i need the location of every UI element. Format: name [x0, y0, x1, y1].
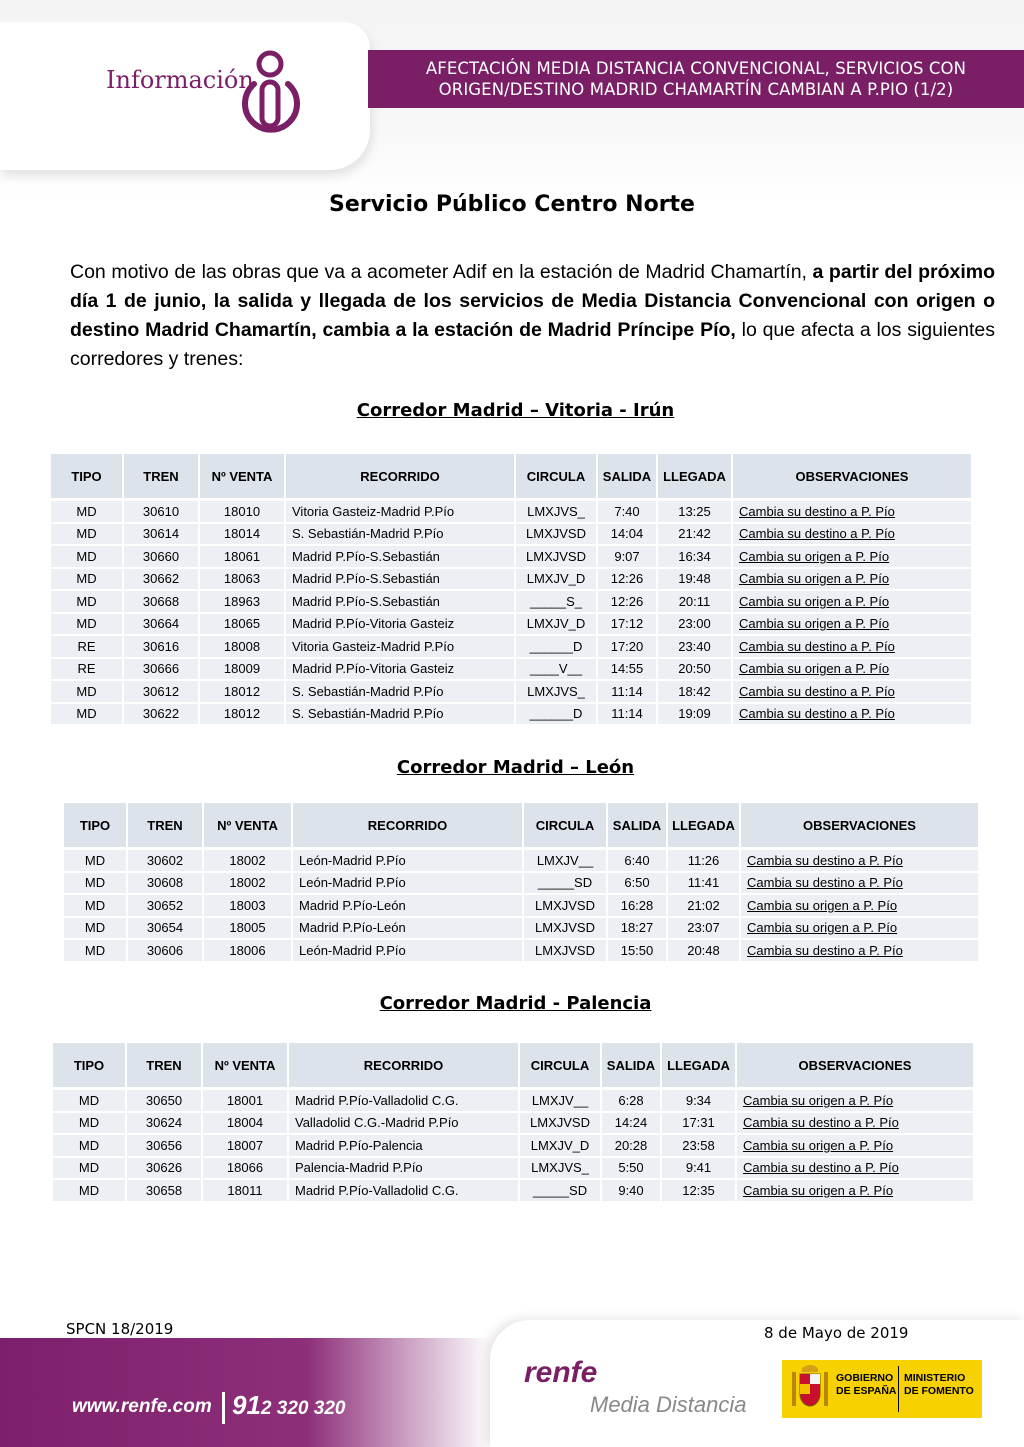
cell-circula: LMXJVS_: [515, 500, 597, 523]
cell-tipo: MD: [53, 1134, 126, 1157]
cell-llegada: 23:07: [667, 917, 740, 940]
cell-circula: LMXJV_D: [515, 568, 597, 591]
gobierno-separator: [898, 1366, 899, 1412]
info-label: Información: [106, 66, 254, 94]
cell-tren: 30624: [126, 1112, 202, 1135]
cell-venta: 18061: [199, 545, 285, 568]
cell-circula: _____SD: [519, 1179, 601, 1201]
col-venta: Nº VENTA: [199, 454, 285, 500]
cell-salida: 5:50: [601, 1157, 661, 1180]
cell-tren: 30650: [126, 1089, 202, 1112]
cell-venta: 18014: [199, 523, 285, 546]
cell-tren: 30608: [127, 872, 203, 895]
cell-llegada: 19:09: [657, 703, 732, 725]
cell-circula: LMXJVSD: [523, 917, 607, 940]
cell-recorrido: Palencia-Madrid P.Pío: [288, 1157, 519, 1180]
cell-recorrido: S. Sebastián-Madrid P.Pío: [285, 523, 515, 546]
table-row: [51, 680, 971, 703]
cell-recorrido: Madrid P.Pío-S.Sebastián: [285, 590, 515, 613]
table-header-row: [64, 803, 978, 849]
coat-of-arms-icon: [790, 1364, 830, 1414]
cell-tren: 30664: [123, 613, 199, 636]
corridor-title-palencia: Corredor Madrid - Palencia: [379, 993, 652, 1014]
cell-venta: 18065: [199, 613, 285, 636]
cell-tipo: MD: [53, 1157, 126, 1180]
cell-llegada: 13:25: [657, 500, 732, 523]
table-header-row: [53, 1043, 973, 1089]
table-row: [51, 703, 971, 725]
cell-venta: 18963: [199, 590, 285, 613]
cell-recorrido: Madrid P.Pío-León: [292, 894, 523, 917]
col-salida: SALIDA: [597, 454, 657, 500]
cell-venta: 18003: [203, 894, 292, 917]
intro-text-bold: a partir del próximo día 1 de junio, la salida y llegada de los servicios de Media Distancia Convencional con origen o destino Madrid Chamartín, cambia a la estación de Madrid Príncipe Pío,: [70, 261, 995, 341]
table-row: [51, 545, 971, 568]
col-tipo: TIPO: [51, 454, 123, 500]
cell-recorrido: Vitoria Gasteiz-Madrid P.Pío: [285, 635, 515, 658]
table-palencia: [53, 1043, 973, 1201]
cell-observaciones: Cambia su origen a P. Pío: [732, 545, 971, 568]
cell-circula: _____SD: [523, 872, 607, 895]
cell-circula: LMXJV_D: [515, 613, 597, 636]
cell-observaciones: Cambia su origen a P. Pío: [732, 613, 971, 636]
cell-venta: 18001: [202, 1089, 288, 1112]
corridor-title-vitoria-irun: Corredor Madrid – Vitoria - Irún: [356, 400, 675, 421]
cell-venta: 18010: [199, 500, 285, 523]
cell-tren: 30622: [123, 703, 199, 725]
table-header-row: [51, 454, 971, 500]
footer-separator: [222, 1392, 225, 1424]
cell-recorrido: León-Madrid P.Pío: [292, 872, 523, 895]
cell-recorrido: Madrid P.Pío-León: [292, 917, 523, 940]
cell-venta: 18012: [199, 703, 285, 725]
col-salida: SALIDA: [607, 803, 667, 849]
cell-venta: 18011: [202, 1179, 288, 1201]
cell-venta: 18009: [199, 658, 285, 681]
table-row: [64, 894, 978, 917]
cell-llegada: 23:58: [661, 1134, 736, 1157]
cell-tipo: RE: [51, 658, 123, 681]
cell-llegada: 16:34: [657, 545, 732, 568]
cell-venta: 18008: [199, 635, 285, 658]
table-leon: [64, 803, 978, 961]
cell-llegada: 21:02: [667, 894, 740, 917]
cell-circula: LMXJVSD: [523, 939, 607, 961]
cell-observaciones: Cambia su destino a P. Pío: [732, 523, 971, 546]
cell-salida: 11:14: [597, 703, 657, 725]
gobierno-espana-label: [836, 1372, 896, 1398]
cell-llegada: 11:26: [667, 849, 740, 872]
cell-observaciones: Cambia su destino a P. Pío: [732, 500, 971, 523]
cell-llegada: 17:31: [661, 1112, 736, 1135]
cell-recorrido: Valladolid C.G.-Madrid P.Pío: [288, 1112, 519, 1135]
table-row: [53, 1157, 973, 1180]
cell-salida: 9:40: [601, 1179, 661, 1201]
info-person-icon: [232, 50, 310, 136]
table-row: [51, 523, 971, 546]
col-llegada: LLEGADA: [657, 454, 732, 500]
cell-observaciones: Cambia su destino a P. Pío: [740, 939, 978, 961]
page-title: Servicio Público Centro Norte: [329, 192, 695, 217]
cell-tipo: MD: [64, 939, 127, 961]
cell-salida: 12:26: [597, 568, 657, 591]
cell-observaciones: Cambia su destino a P. Pío: [736, 1157, 973, 1180]
document-date: 8 de Mayo de 2019: [764, 1324, 909, 1342]
cell-observaciones: Cambia su origen a P. Pío: [732, 590, 971, 613]
cell-salida: 11:14: [597, 680, 657, 703]
header-title-line2: ORIGEN/DESTINO MADRID CHAMARTÍN CAMBIAN A P.PIO (1/2): [438, 80, 954, 99]
cell-circula: LMXJVSD: [519, 1112, 601, 1135]
cell-tren: 30656: [126, 1134, 202, 1157]
cell-tipo: MD: [64, 872, 127, 895]
col-tren: TREN: [127, 803, 203, 849]
cell-salida: 16:28: [607, 894, 667, 917]
cell-observaciones: Cambia su destino a P. Pío: [740, 849, 978, 872]
phone-rest: 2 320 320: [260, 1398, 346, 1419]
intro-text-start: Con motivo de las obras que va a acometer Adif en la estación de Madrid Chamartín,: [70, 261, 813, 283]
cell-llegada: 21:42: [657, 523, 732, 546]
col-observaciones: OBSERVACIONES: [736, 1043, 973, 1089]
col-tipo: TIPO: [64, 803, 127, 849]
cell-llegada: 20:48: [667, 939, 740, 961]
col-circula: CIRCULA: [523, 803, 607, 849]
cell-tipo: MD: [51, 680, 123, 703]
cell-recorrido: Madrid P.Pío-Valladolid C.G.: [288, 1089, 519, 1112]
col-tipo: TIPO: [53, 1043, 126, 1089]
cell-observaciones: Cambia su destino a P. Pío: [740, 872, 978, 895]
cell-circula: LMXJVS_: [515, 680, 597, 703]
col-tren: TREN: [126, 1043, 202, 1089]
header-logo-card: [0, 22, 370, 170]
cell-recorrido: Vitoria Gasteiz-Madrid P.Pío: [285, 500, 515, 523]
cell-tipo: MD: [51, 523, 123, 546]
cell-salida: 20:28: [601, 1134, 661, 1157]
col-recorrido: RECORRIDO: [285, 454, 515, 500]
cell-llegada: 9:34: [661, 1089, 736, 1112]
intro-paragraph: [70, 258, 995, 374]
corridor-title-leon: Corredor Madrid – León: [396, 757, 635, 778]
table-row: [51, 658, 971, 681]
cell-tren: 30610: [123, 500, 199, 523]
cell-circula: LMXJVSD: [515, 523, 597, 546]
cell-tipo: MD: [51, 613, 123, 636]
ministerio-line1: MINISTERIO: [904, 1372, 966, 1384]
cell-observaciones: Cambia su origen a P. Pío: [732, 568, 971, 591]
table-row: [51, 500, 971, 523]
cell-circula: LMXJV__: [523, 849, 607, 872]
table-row: [51, 590, 971, 613]
cell-observaciones: Cambia su origen a P. Pío: [736, 1179, 973, 1201]
cell-recorrido: León-Madrid P.Pío: [292, 849, 523, 872]
cell-observaciones: Cambia su origen a P. Pío: [736, 1089, 973, 1112]
cell-llegada: 11:41: [667, 872, 740, 895]
cell-circula: LMXJVSD: [515, 545, 597, 568]
gobierno-line2: DE ESPAÑA: [836, 1385, 897, 1397]
cell-venta: 18002: [203, 872, 292, 895]
phone-number: [232, 1390, 345, 1421]
cell-tren: 30666: [123, 658, 199, 681]
table-row: [53, 1179, 973, 1201]
cell-observaciones: Cambia su origen a P. Pío: [736, 1134, 973, 1157]
cell-salida: 9:07: [597, 545, 657, 568]
cell-llegada: 12:35: [661, 1179, 736, 1201]
cell-recorrido: Madrid P.Pío-Palencia: [288, 1134, 519, 1157]
col-llegada: LLEGADA: [667, 803, 740, 849]
cell-venta: 18063: [199, 568, 285, 591]
cell-salida: 14:55: [597, 658, 657, 681]
renfe-subtitle: Media Distancia: [590, 1392, 747, 1417]
cell-salida: 6:50: [607, 872, 667, 895]
cell-tren: 30660: [123, 545, 199, 568]
cell-tren: 30654: [127, 917, 203, 940]
col-recorrido: RECORRIDO: [292, 803, 523, 849]
table-row: [51, 635, 971, 658]
cell-tipo: MD: [53, 1179, 126, 1201]
cell-observaciones: Cambia su origen a P. Pío: [740, 917, 978, 940]
cell-tipo: MD: [51, 500, 123, 523]
table-row: [53, 1112, 973, 1135]
cell-tren: 30662: [123, 568, 199, 591]
cell-venta: 18012: [199, 680, 285, 703]
intro-text-end: lo que afecta a los siguientes corredores y trenes:: [70, 319, 995, 370]
cell-observaciones: Cambia su origen a P. Pío: [740, 894, 978, 917]
header-title: [368, 58, 1024, 100]
table-row: [64, 939, 978, 961]
cell-tren: 30606: [127, 939, 203, 961]
cell-tipo: MD: [53, 1112, 126, 1135]
cell-salida: 6:28: [601, 1089, 661, 1112]
cell-circula: ______D: [515, 703, 597, 725]
cell-salida: 12:26: [597, 590, 657, 613]
col-recorrido: RECORRIDO: [288, 1043, 519, 1089]
cell-salida: 6:40: [607, 849, 667, 872]
cell-tipo: MD: [64, 849, 127, 872]
table-row: [53, 1089, 973, 1112]
cell-venta: 18005: [203, 917, 292, 940]
cell-tipo: MD: [64, 894, 127, 917]
cell-circula: LMXJVS_: [519, 1157, 601, 1180]
cell-circula: LMXJV_D: [519, 1134, 601, 1157]
cell-tipo: MD: [51, 568, 123, 591]
cell-venta: 18002: [203, 849, 292, 872]
cell-recorrido: Madrid P.Pío-Vitoria Gasteiz: [285, 613, 515, 636]
gobierno-line1: GOBIERNO: [836, 1372, 894, 1384]
cell-llegada: 20:11: [657, 590, 732, 613]
cell-recorrido: Madrid P.Pío-S.Sebastián: [285, 545, 515, 568]
cell-tipo: MD: [51, 590, 123, 613]
ministerio-fomento-label: [904, 1372, 974, 1398]
cell-salida: 17:12: [597, 613, 657, 636]
cell-recorrido: S. Sebastián-Madrid P.Pío: [285, 680, 515, 703]
cell-venta: 18006: [203, 939, 292, 961]
cell-recorrido: S. Sebastián-Madrid P.Pío: [285, 703, 515, 725]
cell-circula: _____S_: [515, 590, 597, 613]
header-title-line1: AFECTACIÓN MEDIA DISTANCIA CONVENCIONAL, SERVICIOS CON: [425, 59, 967, 78]
cell-salida: 18:27: [607, 917, 667, 940]
col-observaciones: OBSERVACIONES: [732, 454, 971, 500]
cell-tipo: RE: [51, 635, 123, 658]
document-reference: SPCN 18/2019: [66, 1320, 174, 1338]
col-venta: Nº VENTA: [203, 803, 292, 849]
cell-observaciones: Cambia su destino a P. Pío: [732, 635, 971, 658]
col-venta: Nº VENTA: [202, 1043, 288, 1089]
cell-llegada: 23:00: [657, 613, 732, 636]
cell-salida: 14:04: [597, 523, 657, 546]
website-link[interactable]: www.renfe.com: [72, 1396, 212, 1417]
cell-recorrido: Madrid P.Pío-Vitoria Gasteiz: [285, 658, 515, 681]
col-circula: CIRCULA: [515, 454, 597, 500]
cell-tipo: MD: [64, 917, 127, 940]
phone-prefix: 91: [232, 1390, 261, 1420]
cell-llegada: 23:40: [657, 635, 732, 658]
cell-recorrido: Madrid P.Pío-S.Sebastián: [285, 568, 515, 591]
cell-salida: 7:40: [597, 500, 657, 523]
cell-salida: 15:50: [607, 939, 667, 961]
cell-tren: 30658: [126, 1179, 202, 1201]
col-observaciones: OBSERVACIONES: [740, 803, 978, 849]
table-row: [51, 568, 971, 591]
cell-circula: LMXJV__: [519, 1089, 601, 1112]
renfe-logo: renfe: [524, 1356, 598, 1389]
cell-tren: 30652: [127, 894, 203, 917]
cell-tipo: MD: [51, 703, 123, 725]
cell-circula: ______D: [515, 635, 597, 658]
cell-observaciones: Cambia su origen a P. Pío: [732, 658, 971, 681]
cell-tren: 30602: [127, 849, 203, 872]
col-circula: CIRCULA: [519, 1043, 601, 1089]
cell-tren: 30668: [123, 590, 199, 613]
cell-tipo: MD: [51, 545, 123, 568]
cell-llegada: 9:41: [661, 1157, 736, 1180]
cell-venta: 18066: [202, 1157, 288, 1180]
cell-salida: 14:24: [601, 1112, 661, 1135]
table-row: [64, 872, 978, 895]
cell-observaciones: Cambia su destino a P. Pío: [732, 703, 971, 725]
cell-llegada: 19:48: [657, 568, 732, 591]
cell-recorrido: León-Madrid P.Pío: [292, 939, 523, 961]
table-row: [53, 1134, 973, 1157]
col-llegada: LLEGADA: [661, 1043, 736, 1089]
cell-observaciones: Cambia su destino a P. Pío: [732, 680, 971, 703]
col-salida: SALIDA: [601, 1043, 661, 1089]
table-row: [51, 613, 971, 636]
table-vitoria-irun: [51, 454, 971, 724]
table-row: [64, 849, 978, 872]
cell-circula: LMXJVSD: [523, 894, 607, 917]
cell-tren: 30626: [126, 1157, 202, 1180]
table-row: [64, 917, 978, 940]
cell-llegada: 18:42: [657, 680, 732, 703]
cell-tren: 30612: [123, 680, 199, 703]
cell-venta: 18007: [202, 1134, 288, 1157]
cell-circula: ____V__: [515, 658, 597, 681]
cell-tren: 30614: [123, 523, 199, 546]
ministerio-line2: DE FOMENTO: [904, 1385, 974, 1397]
cell-llegada: 20:50: [657, 658, 732, 681]
col-tren: TREN: [123, 454, 199, 500]
cell-observaciones: Cambia su destino a P. Pío: [736, 1112, 973, 1135]
cell-tren: 30616: [123, 635, 199, 658]
cell-salida: 17:20: [597, 635, 657, 658]
cell-tipo: MD: [53, 1089, 126, 1112]
cell-recorrido: Madrid P.Pío-Valladolid C.G.: [288, 1179, 519, 1201]
cell-venta: 18004: [202, 1112, 288, 1135]
